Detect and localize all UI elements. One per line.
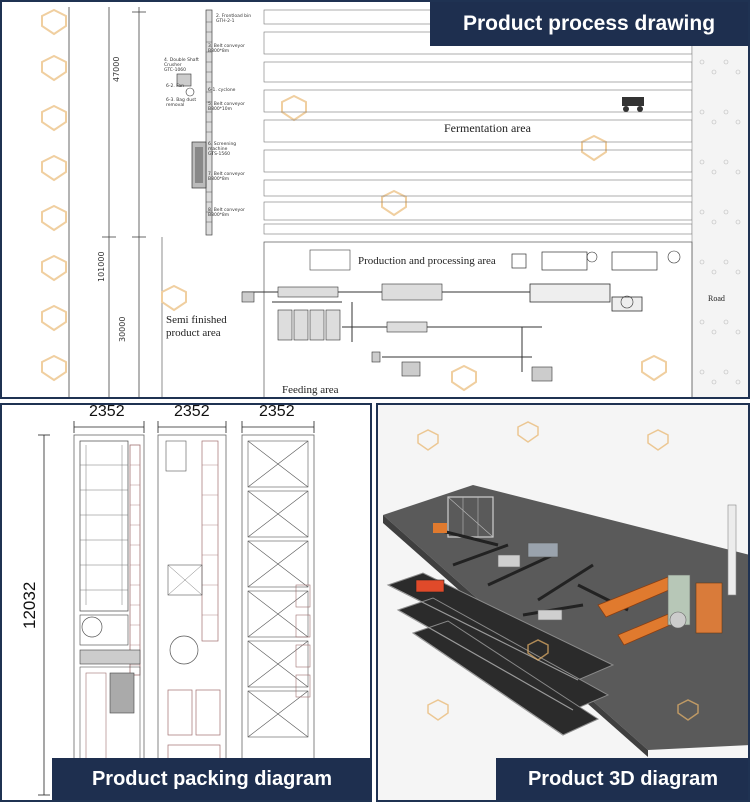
packing-diagram-panel [0, 403, 372, 802]
dimension-lower: 30000 [118, 316, 127, 342]
equipment-label: 2. Frontload bin GTH-2-1 [216, 14, 252, 24]
equipment-label: 6. Screening machine GTS-1560 [208, 142, 237, 157]
dimension-upper: 47000 [112, 56, 121, 82]
equipment-label: 8. Belt conveyor B800*8m [208, 208, 245, 218]
semi-finished-area-label: Semi finished product area [166, 314, 227, 339]
process-drawing-panel [0, 0, 750, 399]
packing-diagram-banner: Product packing diagram [52, 758, 372, 800]
process-drawing-banner: Product process drawing [430, 2, 748, 46]
packing-diagram-svg [2, 405, 372, 802]
equipment-label: 7. Belt conveyor B800*8m [208, 172, 245, 182]
width-dimension-1: 2352 [89, 403, 125, 420]
height-dimension: 12032 [20, 581, 39, 629]
equipment-label: 6-2. Fan [166, 84, 184, 89]
width-dimension-3: 2352 [259, 403, 295, 420]
model-3d-panel [376, 403, 750, 802]
model-3d-banner: Product 3D diagram [496, 758, 750, 800]
model-3d-svg [378, 405, 750, 802]
dimension-total: 101000 [97, 251, 106, 282]
fermentation-area-label: Fermentation area [444, 121, 531, 135]
equipment-label: 5. Belt conveyor B800*10m [208, 102, 245, 112]
equipment-label: 6-3. Bag dust removal [166, 98, 197, 108]
equipment-label: 6-1. cyclone [208, 88, 236, 93]
equipment-label: 3. Belt conveyor B800*8m [208, 44, 245, 54]
equipment-label: 4. Double Shaft Crusher GTC-1060 [164, 58, 199, 73]
production-area-label: Production and processing area [358, 255, 496, 267]
road-label: Road [708, 294, 725, 303]
feeding-area-label: Feeding area [282, 384, 339, 396]
width-dimension-2: 2352 [174, 403, 210, 420]
